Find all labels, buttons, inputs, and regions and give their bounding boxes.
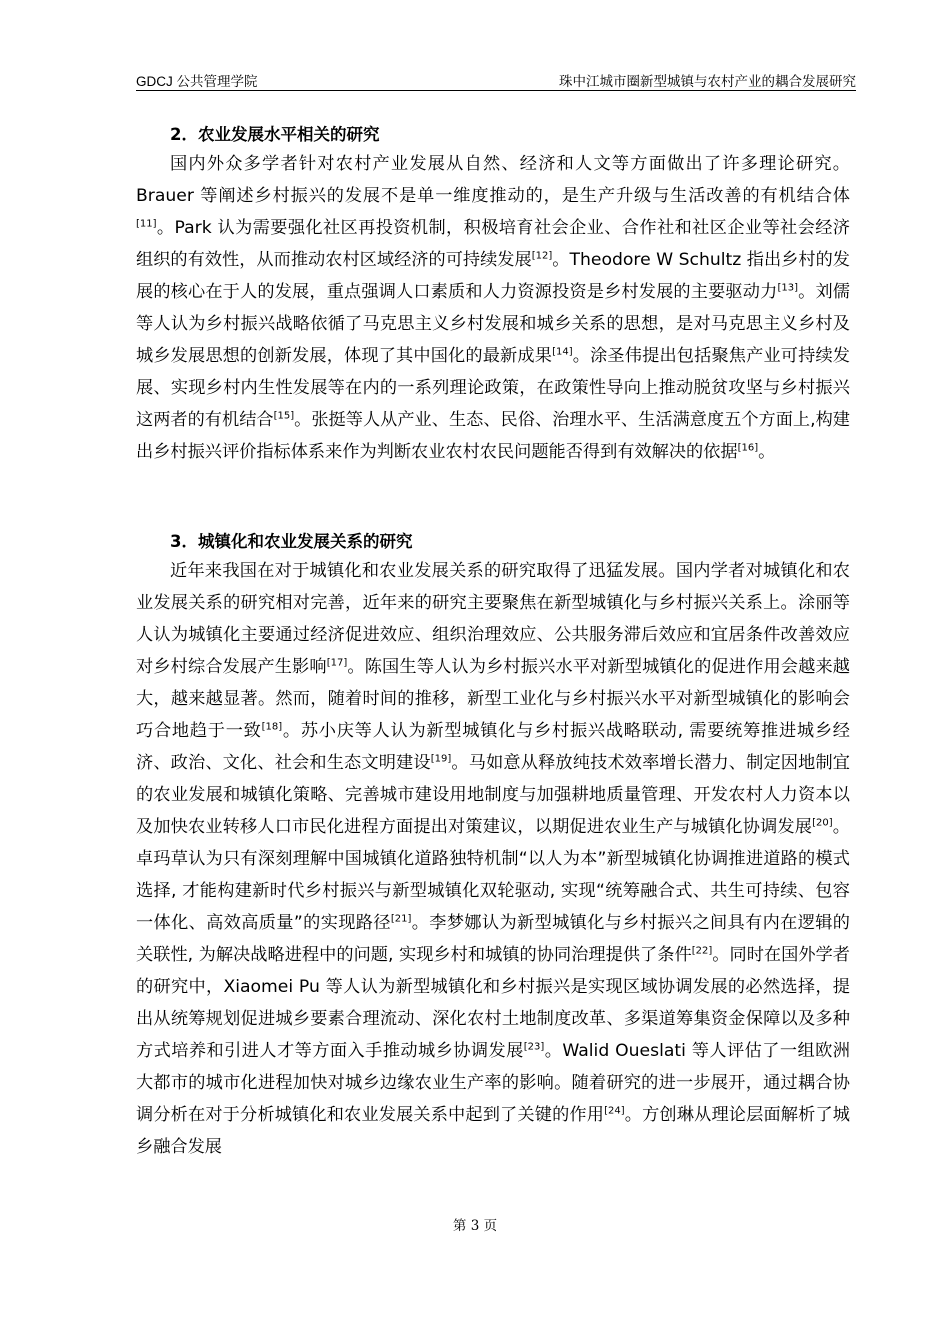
section-3-paragraph: 近年来我国在对于城镇化和农业发展关系的研究取得了迅猛发展。国内学者对城镇化和农业发展关系的研究相对完善，近年来的研究主要聚焦在新型城镇化与乡村振兴关系上。涂丽等人认为城镇化主要通过经济促进效应、组织治理效应、公共服务滞后效应和宜居条件改善效应对乡村综合发展产生影响[17]。陈国生等人认为乡村振兴水平对新型城镇化的促进作用会越来越大，越来越显著。然而，随着时间的推移，新型工业化与乡村振兴水平对新型城镇化的影响会巧合地趋于一致[18]。苏小庆等人认为新型城镇化与乡村振兴战略联动, 需要统筹推进城乡经济、政治、文化、社会和生态文明建设[19]。马如意从释放纯技术效率增长潜力、制定因地制宜的农业发展和城镇化策略、完善城市建设用地制度与加强耕地质量管理、开发农村人力资本以及加快农业转移人口市民化进程方面提出对策建议，以期促进农业生产与城镇化协调发展[20]。卓玛草认为只有深刻理解中国城镇化道路独特机制“以人为本”新型城镇化协调推进道路的模式选择, 才能构建新时代乡村振兴与新型城镇化双轮驱动, 实现“统筹融合式、共生可持续、包容一体化、高效高质量”的实现路径[21]。李梦娜认为新型城镇化与乡村振兴之间具有内在逻辑的关联性, 为解决战略进程中的问题, 实现乡村和城镇的协同治理提供了条件[22]。同时在国外学者的研究中，Xiaomei Pu 等人认为新型城镇化和乡村振兴是实现区域协调发展的必然选择，提出从统筹规划促进城乡要素合理流动、深化农村土地制度改革、多渠道筹集资金保障以及多种方式培养和引进人才等方面入手推动城乡协调发展[23]。Walid Oueslati 等人评估了一组欧洲大都市的城市化进程加快对城乡边缘农业生产率的影响。随着研究的进一步展开，通过耦合协调分析在对于分析城镇化和农业发展关系中起到了关键的作用[24]。方创琳从理论层面解析了城乡融合发展 xyxy=(136,561,850,1157)
citation-ref: [21] xyxy=(390,913,412,925)
citation-ref: [11] xyxy=(136,218,157,230)
citation-ref: [14] xyxy=(552,346,573,358)
citation-ref: [15] xyxy=(273,410,295,422)
citation-ref: [23] xyxy=(523,1041,545,1053)
page-number: 第 3 页 xyxy=(452,1218,498,1234)
citation-ref: [24] xyxy=(604,1105,625,1117)
citation-ref: [19] xyxy=(430,753,452,765)
citation-ref: [16] xyxy=(737,442,759,454)
page-header xyxy=(136,68,856,91)
section-2-paragraph: 国内外众多学者针对农村产业发展从自然、经济和人文等方面做出了许多理论研究。Brauer 等阐述乡村振兴的发展不是单一维度推动的，是生产升级与生活改善的有机结合体[11]。Park 认为需要强化社区再投资机制，积极培育社会企业、合作社和社区企业等社会经济组织的有效性，从而推动农村区域经济的可持续发展[12]。Theodore W Schultz 指出乡村的发展的核心在于人的发展，重点强调人口素质和人力资源投资是乡村发展的主要驱动力[13]。刘儒等人认为乡村振兴战略依循了马克思主义乡村发展和城乡关系的思想，是对马克思主义乡村及城乡发展思想的创新发展，体现了其中国化的最新成果[14]。涂圣伟提出包括聚焦产业可持续发展、实现乡村内生性发展等在内的一系列理论政策，在政策性导向上推动脱贫攻坚与乡村振兴这两者的有机结合[15]。张挺等人从产业、生态、民俗、治理水平、生活满意度五个方面上,构建出乡村振兴评价指标体系来作为判断农业农村农民问题能否得到有效解决的依据[16]。 xyxy=(136,154,850,462)
citation-ref: [20] xyxy=(812,817,833,829)
section-2-heading: 2．农业发展水平相关的研究 xyxy=(170,125,380,144)
citation-ref: [17] xyxy=(326,657,348,669)
section-3-heading: 3．城镇化和农业发展关系的研究 xyxy=(170,532,413,551)
header-paper-title: 珠中江城市圈新型城镇与农村产业的耦合发展研究 xyxy=(559,74,856,90)
citation-ref: [12] xyxy=(531,250,553,262)
citation-ref: [22] xyxy=(691,945,713,957)
citation-ref: [18] xyxy=(261,721,283,733)
header-institution: GDCJ 公共管理学院 xyxy=(136,74,258,89)
citation-ref: [13] xyxy=(777,282,798,294)
